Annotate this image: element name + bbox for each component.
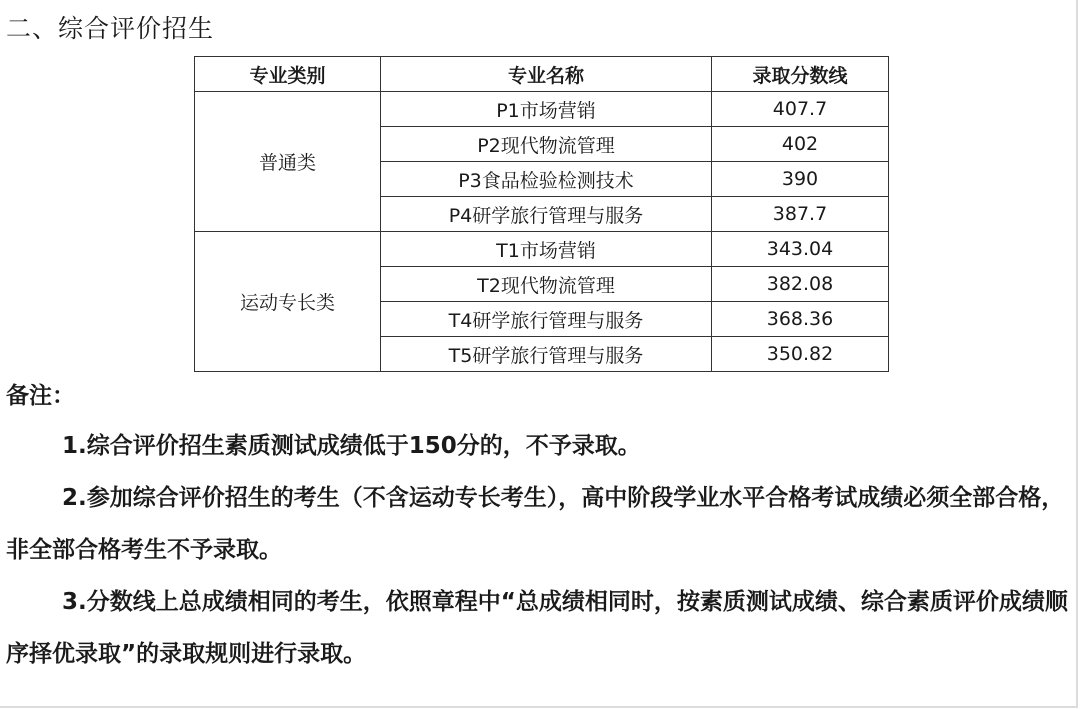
category-cell: 运动专长类: [195, 232, 381, 372]
section-title: 二、综合评价招生: [6, 14, 215, 43]
header-category: 专业类别: [195, 57, 381, 92]
score-cell: 350.82: [712, 337, 889, 372]
note-item-1: 1.综合评价招生素质测试成绩低于150分的，不予录取。: [62, 433, 641, 459]
major-name-cell: T2现代物流管理: [381, 267, 712, 302]
major-name-cell: P1市场营销: [381, 92, 712, 127]
score-cell: 407.7: [712, 92, 889, 127]
score-cell: 368.36: [712, 302, 889, 337]
notes-label: 备注：: [6, 383, 75, 409]
table-row: [195, 92, 889, 127]
table-header-row: [195, 57, 889, 92]
table-row: [195, 232, 889, 267]
major-name-cell: T4研学旅行管理与服务: [381, 302, 712, 337]
admission-score-table: [194, 56, 889, 372]
major-name-cell: P2现代物流管理: [381, 127, 712, 162]
major-name-cell: T5研学旅行管理与服务: [381, 337, 712, 372]
major-name-cell: T1市场营销: [381, 232, 712, 267]
note-item-2: 2.参加综合评价招生的考生（不含运动专长考生），高中阶段学业水平合格考试成绩必须全部合格，非全部合格考生不予录取。: [6, 485, 1065, 563]
score-cell: 402: [712, 127, 889, 162]
header-major-name: 专业名称: [381, 57, 712, 92]
score-cell: 382.08: [712, 267, 889, 302]
score-cell: 390: [712, 162, 889, 197]
score-cell: 387.7: [712, 197, 889, 232]
major-name-cell: P4研学旅行管理与服务: [381, 197, 712, 232]
score-cell: 343.04: [712, 232, 889, 267]
note-item-3: 3.分数线上总成绩相同的考生，依照章程中“总成绩相同时，按素质测试成绩、综合素质评价成绩顺序择优录取”的录取规则进行录取。: [6, 589, 1068, 667]
major-name-cell: P3食品检验检测技术: [381, 162, 712, 197]
header-score-line: 录取分数线: [712, 57, 889, 92]
category-cell: 普通类: [195, 92, 381, 232]
notes-section: [6, 376, 1068, 680]
